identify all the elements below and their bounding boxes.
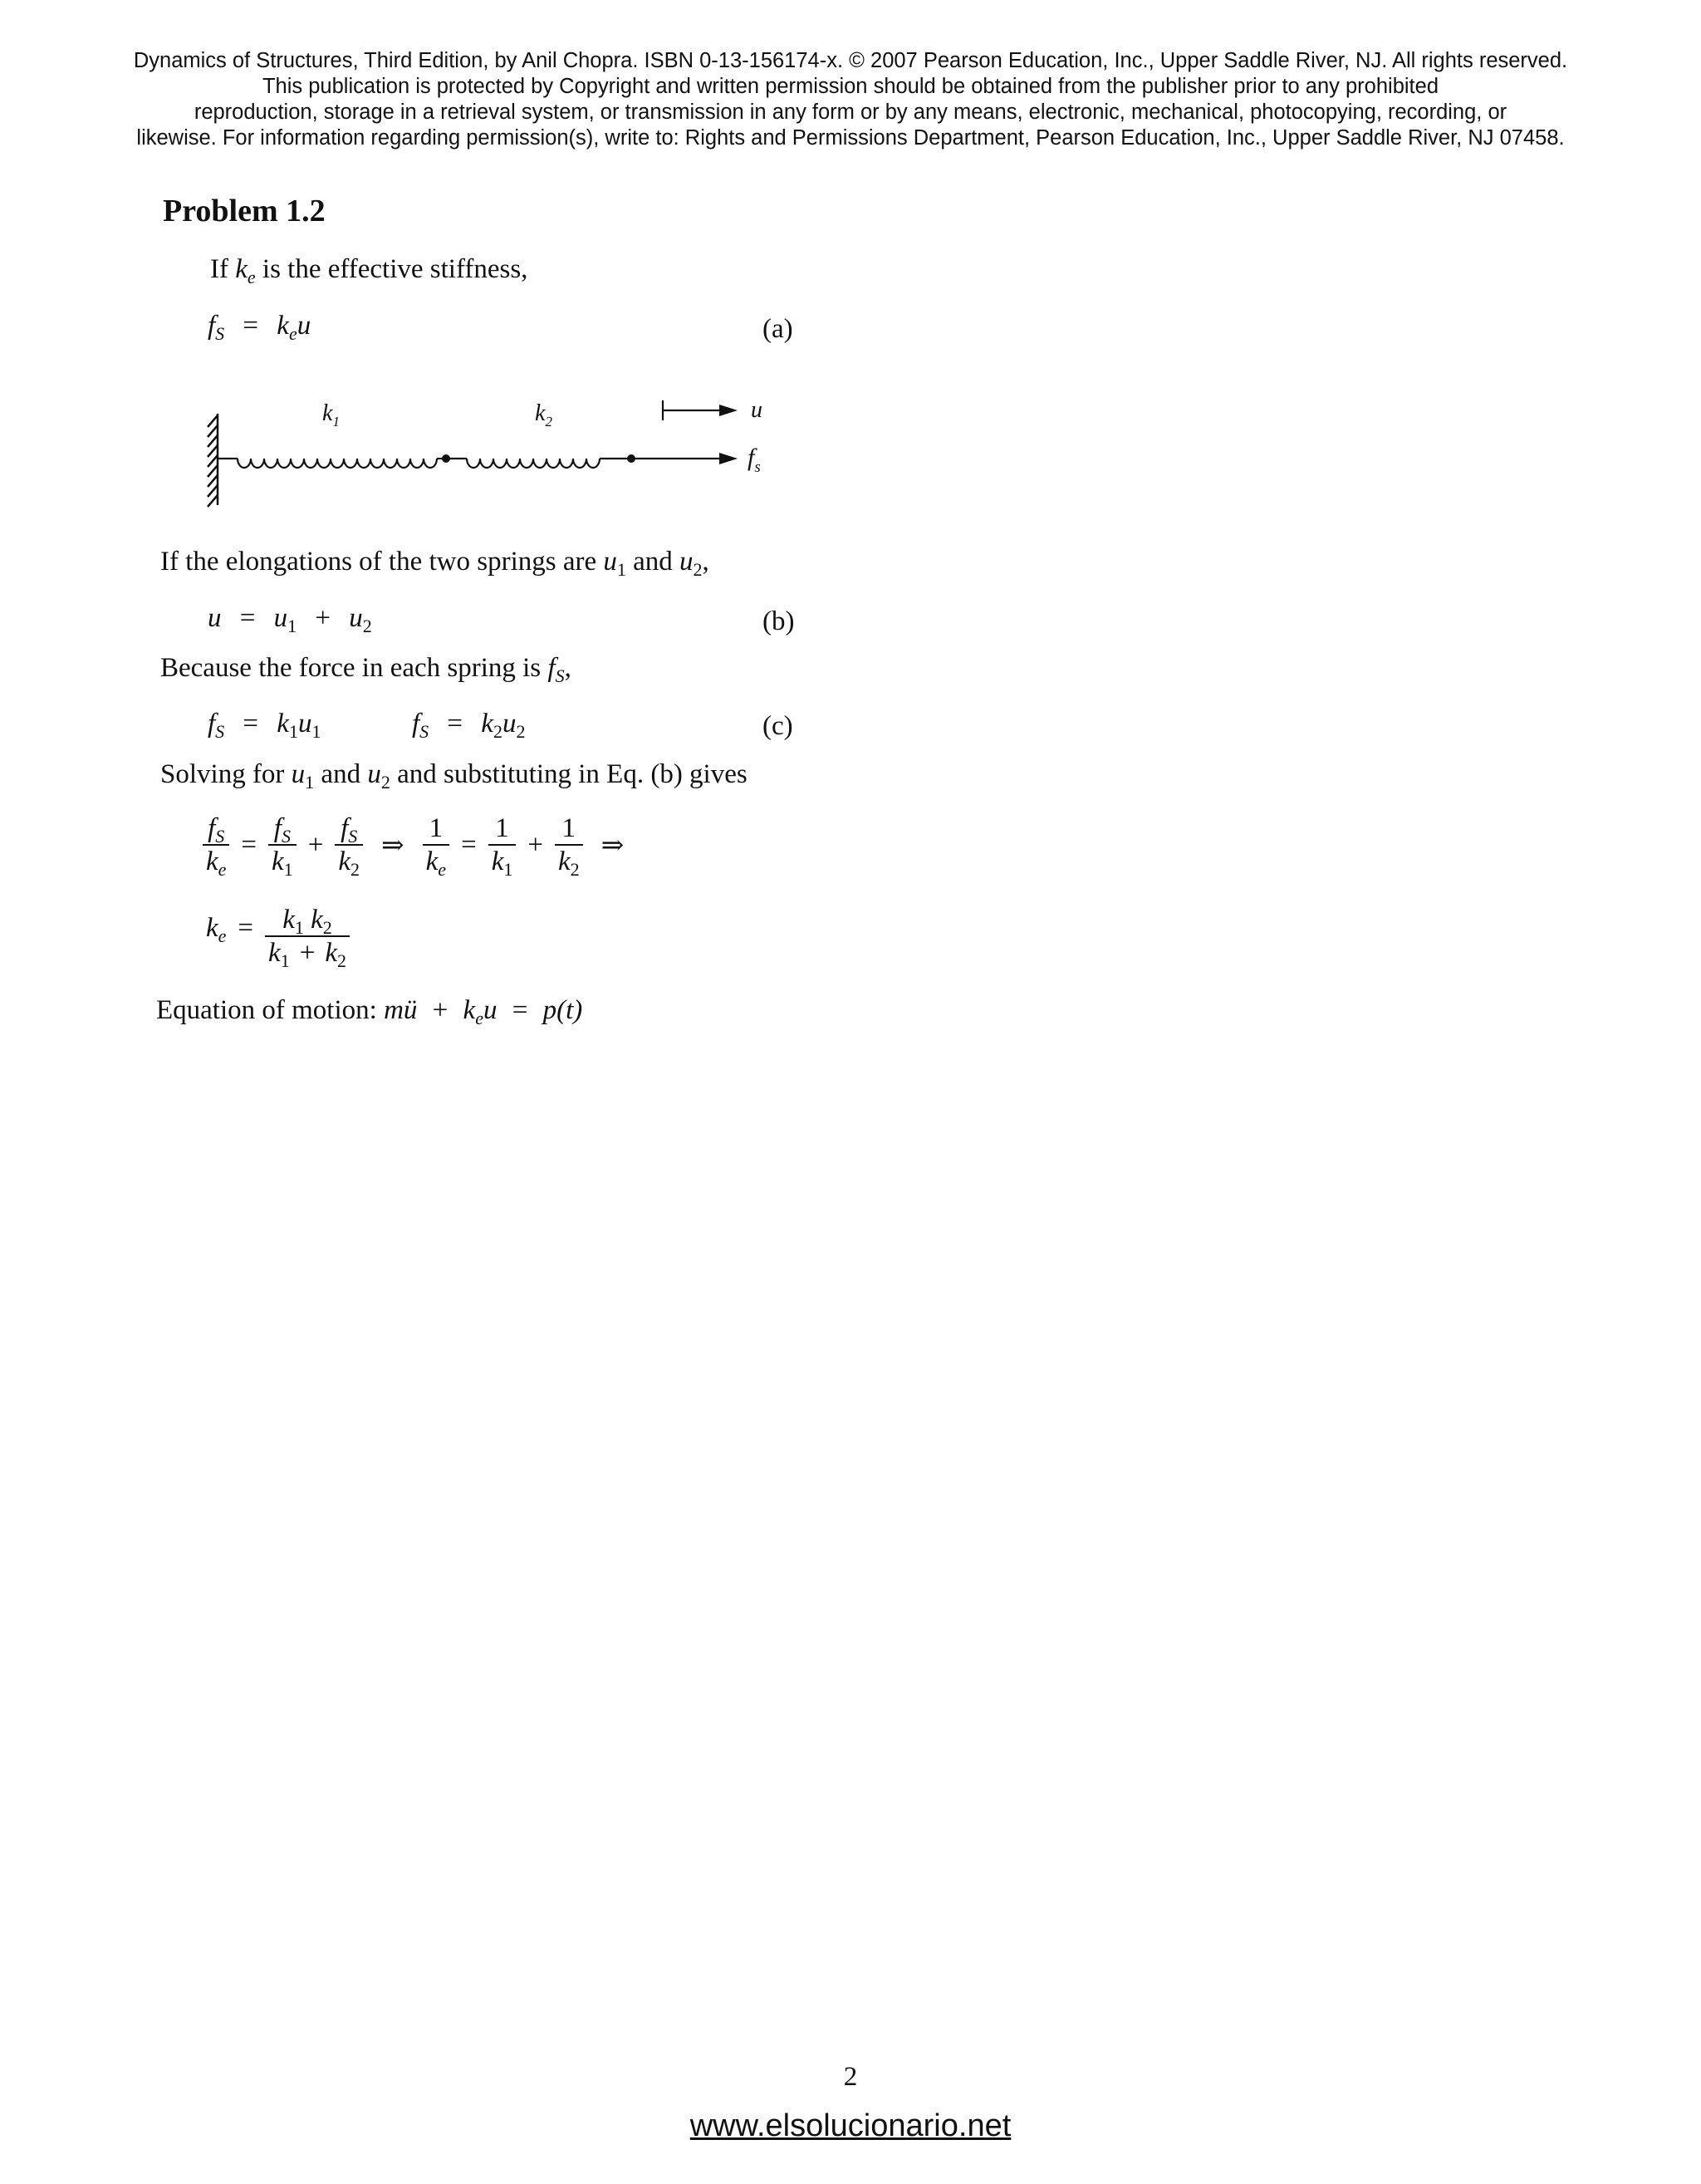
eq-a-equals: = <box>243 311 259 341</box>
eq-a-rhs: k <box>277 311 289 341</box>
eq-d-implies-2: ⇒ <box>600 831 625 861</box>
eq-d-equals-1: = <box>241 829 257 860</box>
eq-c-u2: u <box>502 709 517 739</box>
intro-text-start: If <box>210 254 236 284</box>
eq-b-u1-sub: 1 <box>287 616 297 636</box>
eq-b-plus: + <box>315 603 331 633</box>
motion-label: Equation of motion: <box>156 995 385 1025</box>
equation-c <box>208 709 321 742</box>
k2-label: $k_2$ <box>535 400 552 429</box>
page-number: 2 <box>843 2062 858 2092</box>
eq-c-u2-sub: 2 <box>516 721 526 742</box>
copyright-line-4: likewise. For information regarding permission(s), write to: Rights and Permissions Department, Pearson Education, Inc., Upper Saddle River, NJ 07458. <box>136 126 1565 150</box>
equation-of-motion <box>156 995 582 1026</box>
eq-c-f2: f <box>412 709 420 739</box>
eq-d-implies-1: ⇒ <box>380 831 404 861</box>
eq-a-lhs: f <box>208 311 216 341</box>
copyright-line-2: This publication is protected by Copyright and written permission should be obtained from the publisher prior to any prohibited <box>262 75 1439 98</box>
eq-c-equals-1: = <box>243 709 259 739</box>
intro-sub: e <box>247 267 256 287</box>
intro-var: k <box>235 254 248 284</box>
eq-a-rhs-sub: e <box>288 323 297 344</box>
solving-sentence <box>160 759 748 793</box>
force-var: f <box>547 653 556 683</box>
eq-c-k1-sub: 1 <box>288 721 298 742</box>
fixed-wall-support <box>208 414 218 507</box>
motion-u-ddot: ü <box>403 995 418 1025</box>
motion-plus: + <box>432 995 449 1025</box>
elongation-u2: u <box>679 547 694 577</box>
motion-k-sub: e <box>475 1008 483 1028</box>
eq-d-plus-1: + <box>307 829 324 860</box>
solving-text-end: and substituting in Eq. (b) gives <box>390 759 748 789</box>
frac-k1k2-over-sum: $\frac{k_1 k_2}{k_1 + k_2}$ <box>265 904 350 969</box>
equation-a <box>208 311 311 344</box>
elongation-u1: u <box>603 547 617 577</box>
elongation-comma: , <box>702 547 709 577</box>
website-link[interactable]: www.elsolucionario.net <box>689 2108 1012 2143</box>
elongation-text: If the elongations of the two springs are <box>160 547 604 577</box>
fs-label: $f_s$ <box>748 444 761 476</box>
eq-c-k2-sub: 2 <box>493 721 502 742</box>
motion-k: k <box>463 995 476 1025</box>
eq-c-f1: f <box>208 709 216 739</box>
eq-c-k1: k <box>277 709 289 739</box>
force-text: Because the force in each spring is <box>160 653 548 683</box>
equation-a-label: (a) <box>762 314 793 344</box>
equation-c-label: (c) <box>762 711 793 741</box>
copyright-line-1: Dynamics of Structures, Third Edition, by Anil Chopra. ISBN 0-13-156174-x. © 2007 Pearson Education, Inc., Upper Saddle River, NJ. All rights reserved. <box>133 49 1568 72</box>
solving-u2-sub: 2 <box>380 772 390 793</box>
k1-label: $k_1$ <box>322 400 340 429</box>
motion-u: u <box>483 995 498 1025</box>
frac-fs-over-k1: $\frac{f_S}{k_1}$ <box>268 812 297 877</box>
problem-title: Problem 1.2 <box>163 194 326 228</box>
equation-d <box>203 812 642 880</box>
motion-m: m <box>384 995 404 1025</box>
intro-text-end: is the effective stiffness, <box>255 254 528 284</box>
frac-1-over-ke: $\frac{1}{k_e}$ <box>423 812 449 877</box>
frac-1-over-k1: $\frac{1}{k_1}$ <box>488 812 517 877</box>
spring-diagram <box>199 382 797 515</box>
frac-1-over-k2: $\frac{1}{k_2}$ <box>555 812 583 877</box>
junction-node <box>442 454 450 463</box>
eq-c-f1-sub: S <box>215 721 225 742</box>
eq-b-lhs: u <box>208 603 222 633</box>
eq-e-lhs: k <box>206 912 218 943</box>
force-var-sub: S <box>555 665 565 686</box>
displacement-arrow-head <box>719 405 738 416</box>
equation-c-second <box>412 709 526 742</box>
copyright-notice <box>50 48 1651 151</box>
eq-a-lhs-sub: S <box>215 323 225 344</box>
eq-c-u1-sub: 1 <box>311 721 321 742</box>
motion-rhs: p(t) <box>542 995 583 1025</box>
motion-equals: = <box>512 995 528 1025</box>
equation-b-label: (b) <box>762 606 795 636</box>
eq-a-rhs-u: u <box>297 311 311 341</box>
solving-u2: u <box>367 759 381 789</box>
solving-u1-sub: 1 <box>305 772 315 793</box>
solving-text: Solving for <box>160 759 292 789</box>
elongation-u1-sub: 1 <box>616 559 626 580</box>
intro-sentence <box>210 254 527 285</box>
eq-c-k2: k <box>481 709 493 739</box>
copyright-line-3: reproduction, storage in a retrieval system, or transmission in any form or by any means, electronic, mechanical, photocopying, recording, or <box>194 101 1507 124</box>
eq-b-u2-sub: 2 <box>362 616 372 636</box>
eq-c-equals-2: = <box>447 709 463 739</box>
elongation-u2-sub: 2 <box>693 559 703 580</box>
spring-k2 <box>467 459 631 468</box>
eq-b-u2: u <box>349 603 363 633</box>
force-arrow-head <box>719 453 738 464</box>
u-label: u <box>751 397 762 423</box>
spring-k1 <box>218 459 442 468</box>
elongation-sentence <box>160 547 709 580</box>
eq-e-equals: = <box>238 912 254 943</box>
eq-e-lhs-sub: e <box>218 925 227 946</box>
frac-fs-over-k2: $\frac{f_S}{k_2}$ <box>335 812 363 877</box>
force-sentence <box>160 653 571 684</box>
solving-and: and <box>314 759 368 789</box>
solving-u1: u <box>291 759 306 789</box>
eq-c-f2-sub: S <box>419 721 429 742</box>
eq-d-plus-2: + <box>527 829 543 860</box>
elongation-and: and <box>625 547 680 577</box>
force-comma: , <box>564 653 571 683</box>
equation-e <box>206 904 350 969</box>
frac-fs-over-ke: $\frac{f_S}{k_e}$ <box>203 812 229 877</box>
eq-b-u1: u <box>273 603 288 633</box>
eq-b-equals: = <box>239 603 256 633</box>
eq-c-u1: u <box>297 709 312 739</box>
equation-b <box>208 603 372 634</box>
eq-d-equals-2: = <box>461 829 477 860</box>
